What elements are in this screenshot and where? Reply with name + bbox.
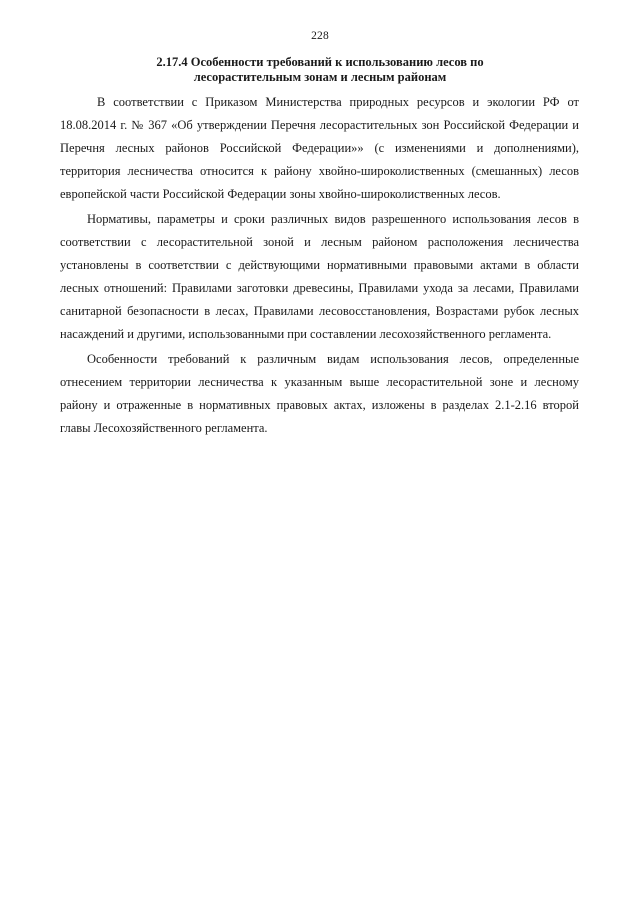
paragraph-3: Особенности требований к различным видам использования лесов, определенные отнесением территории лесничества к указанным выше лесорастительной зоне и лесному району и отраженные в нормативных правовых актах, изложены в разделах 2.1-2.16 второй главы Лесохозяйственного регламента. xyxy=(60,352,579,435)
section-heading-line-1: 2.17.4 Особенности требований к использованию лесов по xyxy=(156,55,484,69)
section-heading xyxy=(60,55,580,85)
body-text xyxy=(60,91,579,440)
section-heading-line-2: лесорастительным зонам и лесным районам xyxy=(193,70,447,84)
page-number: 228 xyxy=(311,30,329,42)
paragraph-1: В соответствии с Приказом Министерства природных ресурсов и экологии РФ от 18.08.2014 г. № 367 «Об утверждении Перечня лесорастительных зон Российской Федерации и Перечня лесных районов Российской Федерации»» (с изменениями и дополнениями), территория лесничества относится к району хвойно-широколиственных (смешанных) лесов европейской части Российской Федерации зоны хвойно-широколиственных лесов. xyxy=(60,95,579,201)
paragraph-2: Нормативы, параметры и сроки различных видов разрешенного использования лесов в соответствии с лесорастительной зоной и лесным районом расположения лесничества установлены в соответствии с действующими нормативными правовыми актами в области лесных отношений: Правилами заготовки древесины, Правилами ухода за лесами, Правилами санитарной безопасности в лесах, Правилами лесовосстановления, Возрастами рубок лесных насаждений и другими, использованными при составлении лесохозяйственного регламента. xyxy=(60,212,579,341)
